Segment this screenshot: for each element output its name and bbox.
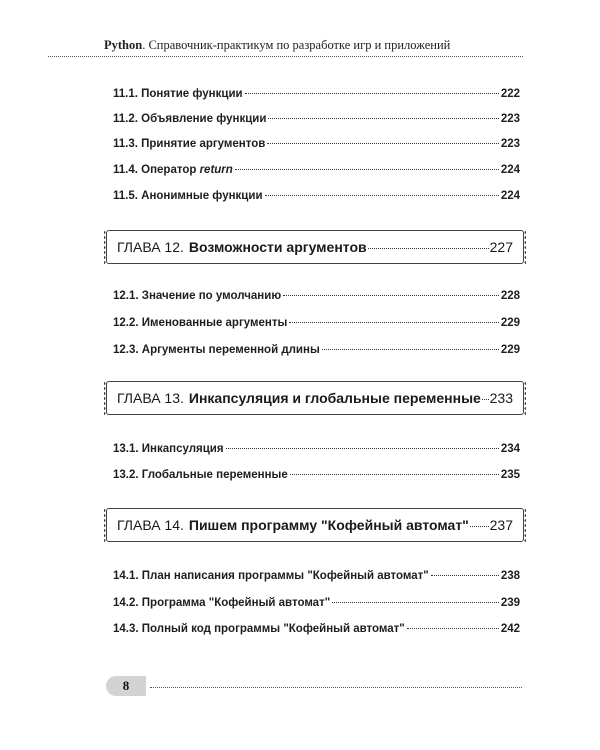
dot-leader xyxy=(226,448,499,449)
toc-entry-label: 11.4. Оператор return xyxy=(113,164,233,176)
dot-leader xyxy=(332,602,499,603)
dot-leader xyxy=(267,143,498,144)
dot-leader xyxy=(283,295,499,296)
toc-entry-label: 12.3. Аргументы переменной длины xyxy=(113,344,320,356)
toc-page-number: 235 xyxy=(500,469,520,481)
page-number-badge xyxy=(106,676,146,696)
toc-entry-14-3[interactable] xyxy=(113,623,520,639)
toc-entry-12-3[interactable] xyxy=(113,344,520,360)
book-subtitle: Справочник-практикум по разработке игр и приложений xyxy=(148,38,451,52)
toc-page-number: 238 xyxy=(500,570,520,582)
toc-entry-13-2[interactable] xyxy=(113,469,520,485)
toc-page-number: 239 xyxy=(500,597,520,609)
footer-divider xyxy=(150,687,522,688)
toc-entry-label: 11.5. Анонимные функции xyxy=(113,190,263,202)
dot-leader xyxy=(265,195,499,196)
dot-leader xyxy=(268,118,498,119)
chapter-label: ГЛАВА 13. xyxy=(117,390,184,406)
toc-page-number: 229 xyxy=(500,344,520,356)
chapter-13-box[interactable] xyxy=(106,381,524,415)
toc-entry-label: 11.1. Понятие функции xyxy=(113,88,243,100)
chapter-page-number: 233 xyxy=(489,390,513,406)
toc-entry-12-1[interactable] xyxy=(113,290,520,306)
dot-leader xyxy=(290,474,499,475)
toc-entry-14-1[interactable] xyxy=(113,570,520,586)
chapter-page-number: 237 xyxy=(489,517,513,533)
toc-entry-label: 12.1. Значение по умолчанию xyxy=(113,290,282,302)
toc-entry-12-2[interactable] xyxy=(113,317,520,333)
dot-leader xyxy=(470,526,489,527)
toc-page-number: 223 xyxy=(500,113,520,125)
toc-entry-label: 14.1. План написания программы "Кофейный автомат" xyxy=(113,570,429,582)
chapter-title: Инкапсуляция и глобальные переменные xyxy=(188,390,481,406)
chapter-label: ГЛАВА 14. xyxy=(117,517,184,533)
chapter-12-box[interactable] xyxy=(106,230,524,264)
dot-leader xyxy=(431,575,499,576)
toc-entry-label: 11.3. Принятие аргументов xyxy=(113,138,266,150)
dot-leader xyxy=(368,248,489,249)
toc-entry-13-1[interactable] xyxy=(113,443,520,459)
book-title: Python xyxy=(104,38,143,52)
toc-page-number: 224 xyxy=(500,190,520,202)
running-header: Python. Справочник-практикум по разработке игр и приложений xyxy=(104,38,451,52)
toc-entry-11-4[interactable] xyxy=(113,164,520,180)
toc-entry-11-3[interactable] xyxy=(113,138,520,154)
toc-entry-label: 14.2. Программа "Кофейный автомат" xyxy=(113,597,331,609)
chapter-title: Возможности аргументов xyxy=(188,239,367,255)
dot-leader xyxy=(289,322,499,323)
code-keyword: return xyxy=(199,164,233,176)
dot-leader xyxy=(322,349,499,350)
toc-entry-label: 12.2. Именованные аргументы xyxy=(113,317,288,329)
toc-entry-11-1[interactable] xyxy=(113,88,520,104)
dot-leader xyxy=(245,93,499,94)
header-divider xyxy=(48,56,523,57)
toc-entry-14-2[interactable] xyxy=(113,597,520,613)
chapter-14-box[interactable] xyxy=(106,508,524,542)
dot-leader xyxy=(482,399,489,400)
toc-entry-11-5[interactable] xyxy=(113,190,520,206)
toc-entry-label: 13.1. Инкапсуляция xyxy=(113,443,224,455)
toc-page-number: 242 xyxy=(500,623,520,635)
dot-leader xyxy=(235,169,499,170)
toc-page-number: 224 xyxy=(500,164,520,176)
page-number: 8 xyxy=(122,678,130,693)
toc-entry-label: 14.3. Полный код программы "Кофейный автомат" xyxy=(113,623,405,635)
toc-page-number: 234 xyxy=(500,443,520,455)
dot-leader xyxy=(407,628,499,629)
chapter-page-number: 227 xyxy=(489,239,513,255)
toc-entry-11-2[interactable] xyxy=(113,113,520,129)
toc-page-number: 229 xyxy=(500,317,520,329)
toc-page-number: 222 xyxy=(500,88,520,100)
toc-page-number: 228 xyxy=(500,290,520,302)
chapter-label: ГЛАВА 12. xyxy=(117,239,184,255)
toc-entry-label: 11.2. Объявление функции xyxy=(113,113,267,125)
toc-entry-label: 13.2. Глобальные переменные xyxy=(113,469,288,481)
toc-page-number: 223 xyxy=(500,138,520,150)
chapter-title: Пишем программу "Кофейный автомат" xyxy=(188,517,469,533)
